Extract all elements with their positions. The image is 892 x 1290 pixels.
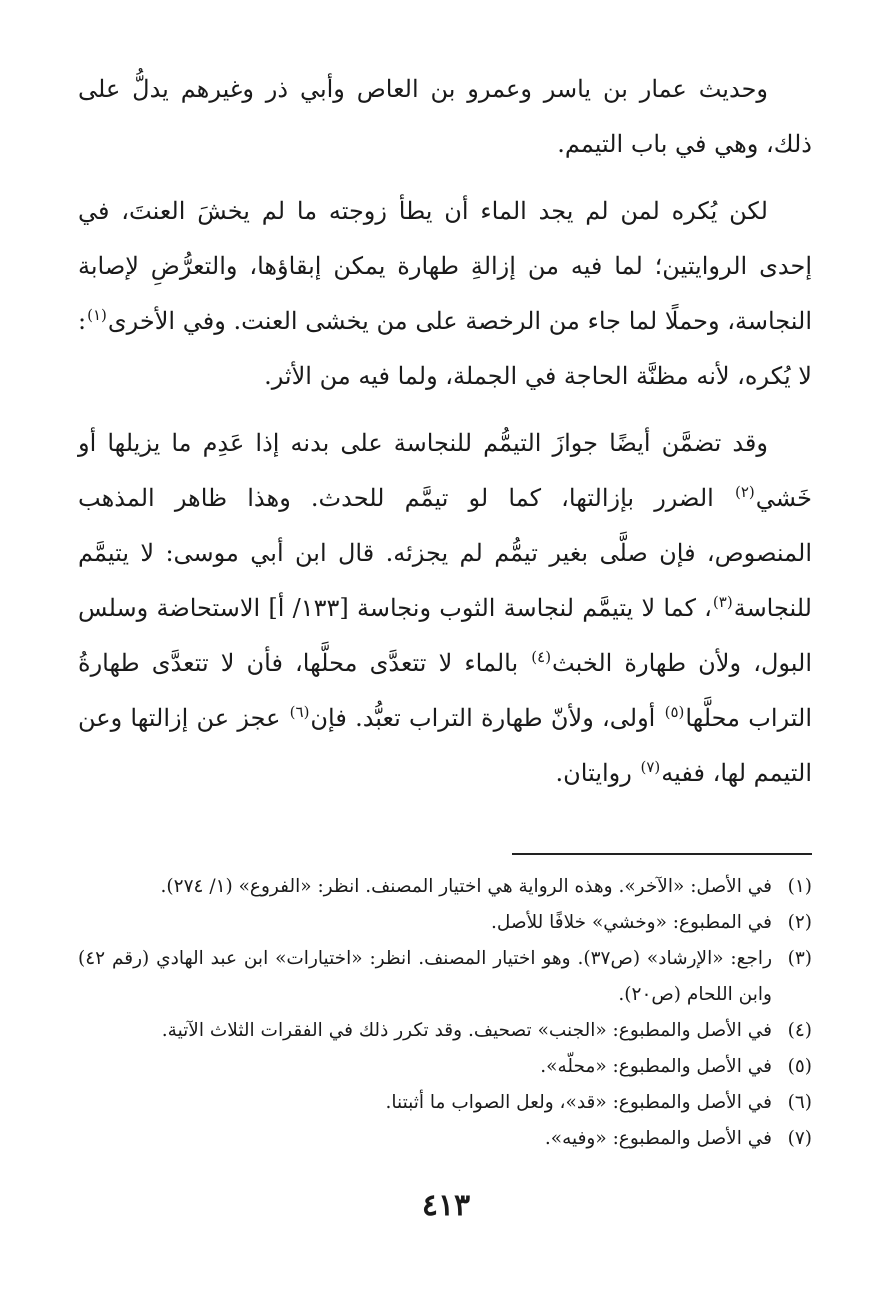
paragraph-3 [78, 416, 812, 801]
paragraph-text: بالماء لا تتعدَّى محلَّها، فأن لا تتعدَّى طهارةُ التراب محلَّها [78, 649, 812, 732]
paragraph-text: وحديث عمار بن ياسر وعمرو بن العاص وأبي ذر وغيرهم يدلُّ على ذلك، وهي في باب التيمم. [78, 75, 812, 158]
footnote-2 [78, 905, 812, 941]
paragraph-text: عجز عن إزالتها وعن التيمم لها، ففيه [78, 704, 812, 787]
footnote-ref-7: (٧) [640, 758, 661, 776]
page [78, 62, 812, 1290]
footnote-number: (١) [787, 876, 812, 897]
footnote-number: (٧) [787, 1128, 812, 1149]
footnote-3 [78, 941, 812, 1013]
footnote-ref-3: (٣) [712, 593, 733, 611]
paragraph-text: : لا يُكره، لأنه مظنَّة الحاجة في الجملة، ولما فيه من الأثر. [78, 307, 812, 390]
paragraph-2 [78, 184, 812, 404]
paragraph-text: وقد تضمَّن أيضًا جوازَ التيمُّم للنجاسة على بدنه إذا عَدِم ما يزيلها أو خَشي [78, 429, 812, 512]
footnote-text: راجع: «الإرشاد» (ص٣٧). وهو اختيار المصنف. انظر: «اختيارات» ابن عبد الهادي (رقم ٤٢) وابن اللحام (ص٢٠). [78, 948, 773, 1005]
main-text [78, 62, 812, 801]
footnote-7 [78, 1121, 812, 1157]
paragraph-text: لكن يُكره لمن لم يجد الماء أن يطأ زوجته ما لم يخشَ العنتَ، في إحدى الروايتين؛ لما فيه من إزالةِ طهارة يمكن إبقاؤها، والتعرُّضِ لإصابة النجاسة، وحملًا لما جاء من الرخصة على من يخشى العنت. وفي الأخرى [78, 197, 812, 335]
footnote-ref-5: (٥) [664, 703, 685, 721]
footnote-5 [78, 1049, 812, 1085]
footnotes-list [78, 869, 812, 1157]
footnote-number: (٤) [787, 1020, 812, 1041]
paragraph-text: أولى، ولأنّ طهارة التراب تعبُّد. فإن [310, 704, 664, 732]
footnote-text: في الأصل والمطبوع: «الجنب» تصحيف. وقد تكرر ذلك في الفقرات الثلاث الآتية. [161, 1020, 772, 1041]
footnote-1 [78, 869, 812, 905]
footnote-text: في المطبوع: «وخشي» خلافًا للأصل. [490, 912, 772, 933]
paragraph-1 [78, 62, 812, 172]
footnote-number: (٣) [787, 948, 812, 969]
footnote-ref-2: (٢) [734, 483, 755, 501]
footnote-ref-4: (٤) [531, 648, 552, 666]
page-number: ٤١٣ [421, 1188, 471, 1223]
paragraph-text: ، كما لا يتيمَّم لنجاسة الثوب ونجاسة [١٣٣/ أ] الاستحاضة وسلس البول، ولأن طهارة الخبث [78, 594, 813, 677]
footnote-text: في الأصل: «الآخر». وهذه الرواية هي اختيار المصنف. انظر: «الفروع» (١/ ٢٧٤). [160, 876, 772, 897]
footnote-4 [78, 1013, 812, 1049]
paragraph-text: الضرر بإزالتها، كما لو تيمَّم للحدث. وهذا ظاهر المذهب المنصوص، فإن صلَّى بغير تيمُّم لم يجزئه. قال ابن أبي موسى: لا يتيمَّم للنجاسة [78, 484, 812, 622]
footnote-number: (٦) [787, 1092, 812, 1113]
footnote-ref-1: (١) [87, 306, 107, 324]
footnote-text: في الأصل والمطبوع: «محلّه». [540, 1056, 772, 1077]
footnote-number: (٢) [787, 912, 812, 933]
footnote-number: (٥) [787, 1056, 812, 1077]
paragraph-text: روايتان. [555, 759, 640, 787]
footnote-text: في الأصل والمطبوع: «وفيه». [544, 1128, 772, 1149]
footnote-text: في الأصل والمطبوع: «قد»، ولعل الصواب ما أثبتنا. [385, 1092, 772, 1113]
footnote-separator [512, 853, 812, 855]
footnote-6 [78, 1085, 812, 1121]
footnote-ref-6: (٦) [289, 703, 310, 721]
